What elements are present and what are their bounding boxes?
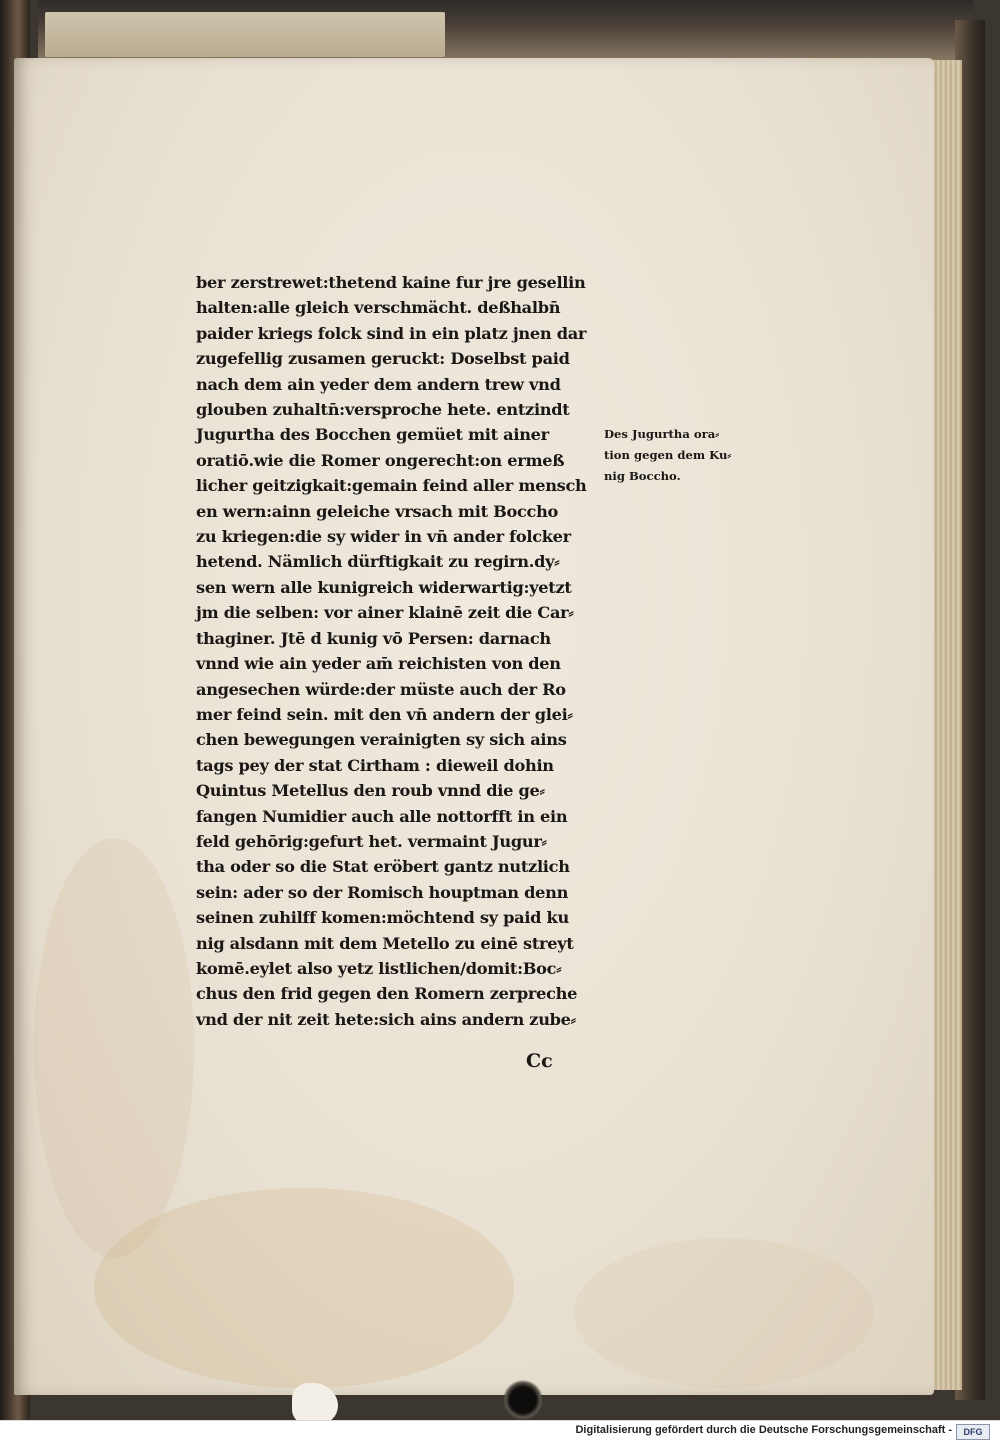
text-line: paider kriegs folck sind in ein platz jnen dar [196,323,587,343]
text-line: komē.eylet also yetz listlichen/domit:Boc⸗ [196,958,562,978]
text-line: jm die selben: vor ainer klainē zeit die Car⸗ [196,603,574,623]
text-line: vnnd wie ain yeder am̄ reichisten von den [196,654,561,674]
text-line: nach dem ain yeder dem andern trew vnd [196,374,561,394]
text-line: angesechen würde:der müste auch der Ro [196,679,566,699]
text-line: zu kriegen:die sy wider in vn̄ ander folcker [196,527,571,547]
paper-strip [45,12,445,57]
text-line: tha oder so die Stat eröbert gantz nutzlich [196,857,570,877]
text-line: licher geitzigkait:gemain feind aller mensch [196,476,587,496]
paper-damage [292,1383,338,1420]
text-line: sen wern alle kunigreich widerwartig:yetzt [196,577,572,597]
text-line: Quintus Metellus den roub vnnd die ge⸗ [196,781,545,801]
text-line: tags pey der stat Cirtham : dieweil dohin [196,755,554,775]
text-line: halten:alle gleich verschmächt. deßhalbn̄ [196,298,561,318]
funding-credit: Digitalisierung gefördert durch die Deutsche Forschungsgemeinschaft - [575,1424,952,1436]
text-line: chen bewegungen verainigten sy sich ains [196,730,567,750]
marginal-note-line: tion gegen dem Ku⸗ [604,448,732,462]
text-line: glouben zuhaltn̄:versproche hete. entzindt [196,400,570,420]
text-line: sein: ader so der Romisch houptman denn [196,882,569,902]
gathering-signature: Cc [526,1050,553,1072]
text-line: nig alsdann mit dem Metello zu einē streyt [196,933,574,953]
text-line: vnd der nit zeit hete:sich ains andern zube⸗ [196,1009,576,1029]
dfg-logo: DFG [956,1424,990,1440]
text-line: oratiō.wie die Romer ongerecht:on ermeß [196,450,565,470]
text-line: fangen Numidier auch alle nottorfft in ein [196,806,568,826]
footer-bar [0,1420,1000,1442]
text-line: chus den frid gegen den Romern zerpreche [196,984,578,1004]
text-line: seinen zuhilff komen:möchtend sy paid ku [196,908,569,928]
text-line: hetend. Nämlich dürftigkait zu regirn.dy⸗ [196,552,560,572]
body-text [196,270,596,1032]
book-clip [502,1380,544,1420]
marginal-note [604,424,784,487]
water-stain [574,1238,874,1388]
marginal-note-line: nig Boccho. [604,469,681,483]
text-line: en wern:ainn geleiche vrsach mit Boccho [196,501,559,521]
text-line: Jugurtha des Bocchen gemüet mit ainer [196,425,549,445]
text-line: zugefellig zusamen geruckt: Doselbst paid [196,349,570,369]
text-line: ber zerstrewet:thetend kaine fur jre gesellin [196,273,586,292]
text-line: feld gehōrig:gefurt het. vermaint Jugur⸗ [196,831,547,851]
water-stain [34,838,194,1258]
text-line: mer feind sein. mit den vn̄ andern der glei⸗ [196,704,573,724]
text-line: thaginer. Jtē d kunig vō Persen: darnach [196,628,551,648]
marginal-note-line: Des Jugurtha ora⸗ [604,427,720,441]
